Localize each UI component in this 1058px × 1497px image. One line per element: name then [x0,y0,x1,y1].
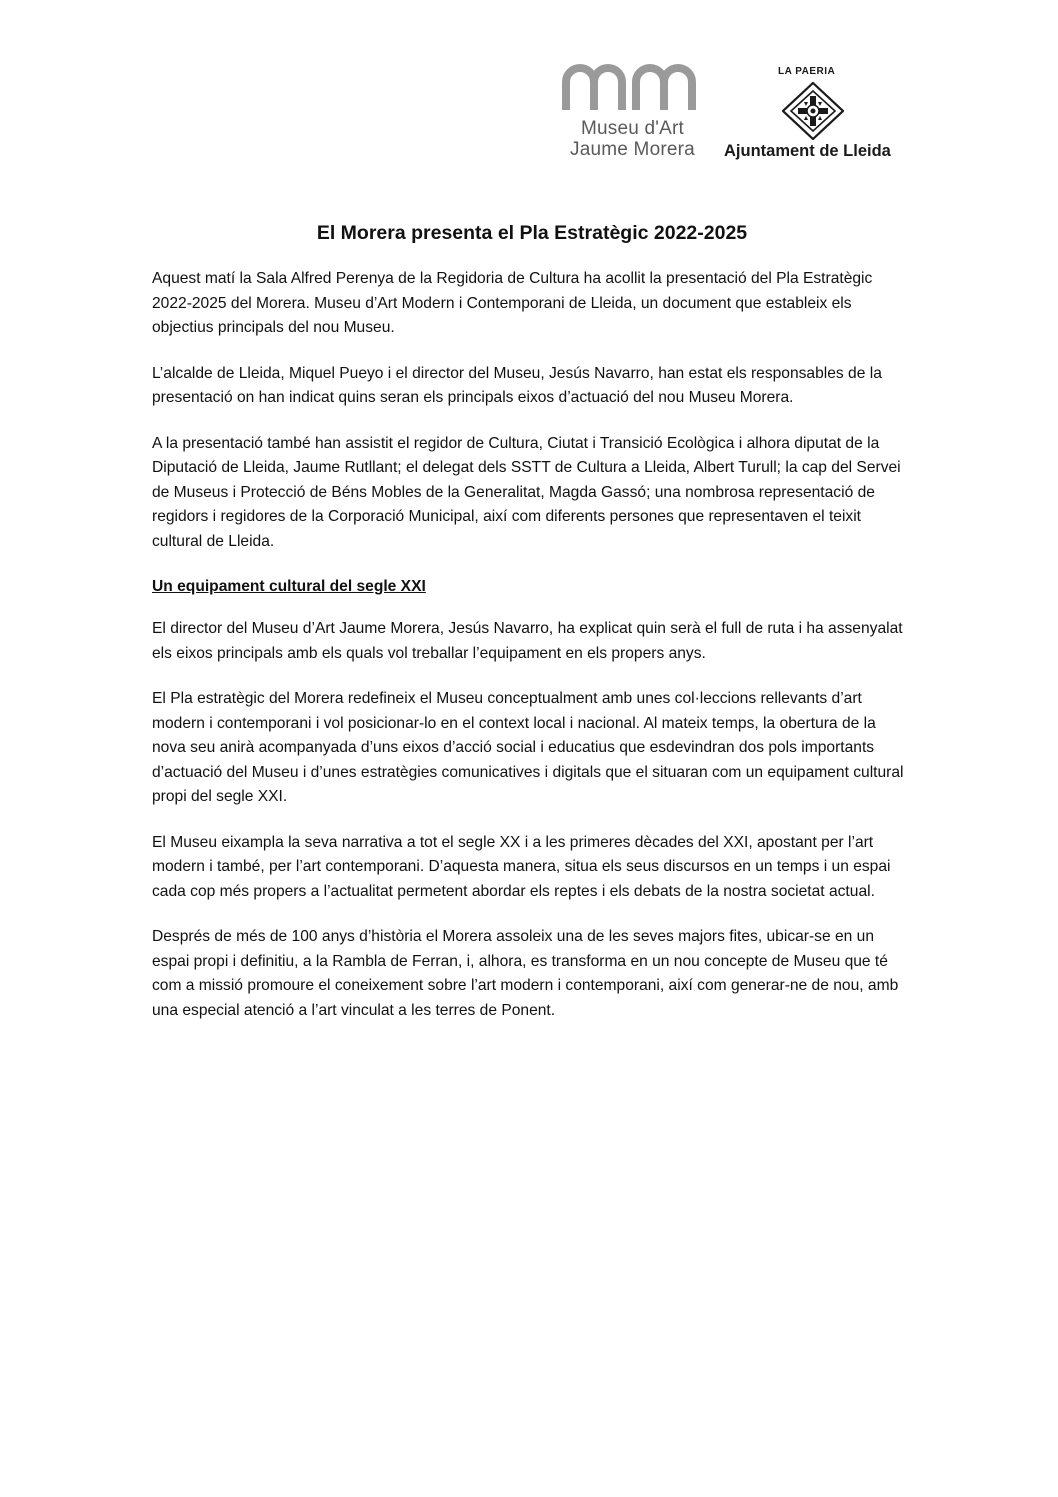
museum-mm-icon [560,60,705,112]
council-emblem-icon [782,82,844,140]
council-logo [720,66,920,166]
museum-logo-line1: Museu d'Art [581,118,684,139]
paragraph-body-1: El director del Museu d’Art Jaume Morera, Jesús Navarro, ha explicat quin serà el full de ruta i ha assenyalat els eixos principals amb els quals vol treballar l’equipament en els propers anys. [152,620,903,662]
paragraph-body-3: El Museu eixampla la seva narrativa a tot el segle XX i a les primeres dècades del XXI, apostant per l’art modern i també, per l’art contemporani. D’aquesta manera, situa els seus discursos en un temps i un espai cada cop més propers a l’actualitat permetent abordar els reptes i els debats de la nostra societat actual. [152,833,891,900]
council-logo-name: Ajuntament de Lleida [724,142,891,160]
museum-logo-line2: Jaume Morera [570,139,695,160]
council-logo-top-text: LA PAERIA [778,66,836,77]
paragraph-intro-3: A la presentació també han assistit el regidor de Cultura, Ciutat i Transició Ecològica i alhora diputat de la Diputació de Lleida, Jaume Rutllant; el delegat dels SSTT de Cultura a Lleida, Albert Turull; la cap del Servei de Museus i Protecció de Béns Mobles de la Generalitat, Magda Gassó; una nombrosa representació de regidors i regidores de la Corporació Municipal, així com diferents persones que representaven el teixit cultural de Lleida. [152,434,901,550]
paragraph-intro-2: L’alcalde de Lleida, Miquel Pueyo i el director del Museu, Jesús Navarro, han estat els responsables de la presentació on han indicat quins seran els principals eixos d’actuació del nou Museu Morera. [152,364,882,406]
paragraph-body-2: El Pla estratègic del Morera redefineix el Museu conceptualment amb unes col·leccions rellevants d’art modern i contemporani i vol posicionar-lo en el context local i nacional. Al mateix temps, la obertura de la nova seu anirà acompanyada d’uns eixos d’acció social i educatius que esdevindran dos pols importants d’actuació del Museu i d’unes estratègies comunicatives i digitals que el situaran com un equipament cultural propi del segle XXI. [152,690,904,805]
paragraph-body-4: Després de més de 100 anys d’història el Morera assoleix una de les seves majors fites, ubicar-se en un espai propi i definitiu, a la Rambla de Ferran, i, alhora, es transforma en un nou concepte de Museu que té com a missió promoure el coneixement sobre l’art modern i contemporani, així com generar-ne de nou, amb una especial atenció a l’art vinculat a les terres de Ponent. [152,928,899,1019]
museum-logo [560,60,705,170]
paragraph-intro-1: Aquest matí la Sala Alfred Perenya de la Regidoria de Cultura ha acollit la presentació del Pla Estratègic 2022-2025 del Morera. Museu d’Art Modern i Contemporani de Lleida, un document que estableix els objectius principals del nou Museu. [152,270,873,336]
document-title: El Morera presenta el Pla Estratègic 2022-2025 [316,222,748,244]
museum-logo-text [560,118,705,160]
section-subheading: Un equipament cultural del segle XXI [152,578,426,595]
document-body [152,222,912,1044]
